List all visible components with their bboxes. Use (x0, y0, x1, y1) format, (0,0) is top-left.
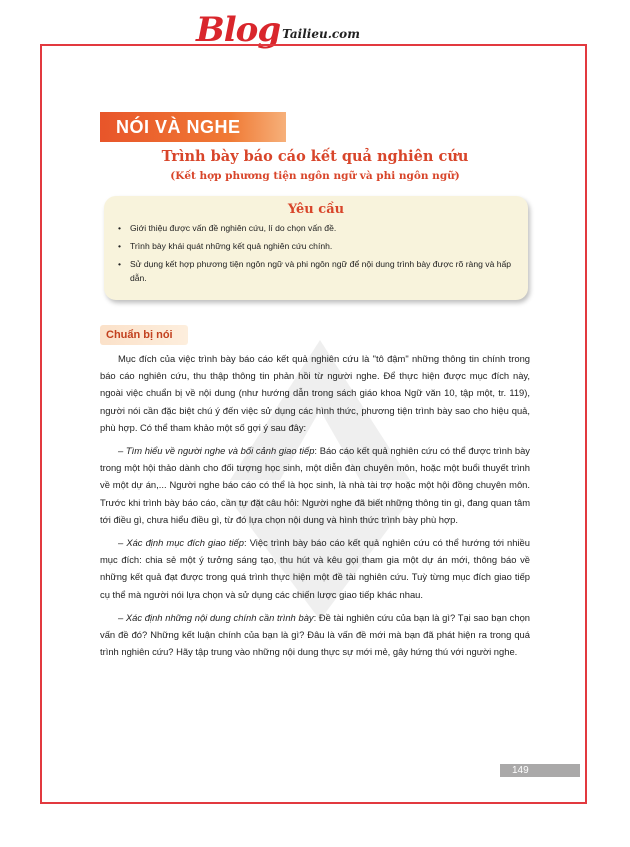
requirements-list (118, 221, 514, 285)
paragraph-content-lead: – Xác định những nội dung chính cần trình bày (118, 611, 314, 623)
paragraph-audience-lead: – Tìm hiểu về người nghe và bối cảnh giao tiếp (118, 445, 315, 457)
paragraph-intro: Mục đích của việc trình bày báo cáo kết quả nghiên cứu là "tô đậm" những thông tin chính trong báo cáo nghiên cứu, thu thập thông tin phản hồi từ người nghe. Để thực hiện được mục đích này, ngoài việc chuẩn bị về nội dung (như hướng dẫn trong sách giáo khoa Ngữ văn 10, tập một, tr. 119), người nói cần đặc biệt chú ý đến việc sử dụng các hình thức, phương tiện trình bày sao cho hiệu quả, phù hợp. Có thể tham khảo một số gợi ý sau đây: (100, 353, 530, 433)
paragraph-content-body: : Đề tài nghiên cứu của bạn là gì? Tại sao bạn chọn vấn đề đó? Những kết luận chính của bạn là gì? Đâu là vấn đề mới mà bạn đã phát hiện ra trong quá trình nghiên cứu? Hãy tập trung vào những nội dung thực sự mới mẻ, gây hứng thú với người nghe. (100, 611, 530, 658)
requirement-item: • Sử dụng kết hợp phương tiện ngôn ngữ và phi ngôn ngữ để nội dung trình bày được rõ ràng và hấp dẫn. (118, 257, 514, 285)
section-label: NÓI VÀ NGHE (100, 112, 286, 142)
requirement-item: • Trình bày khái quát những kết quả nghiên cứu chính. (118, 239, 514, 253)
prep-heading: Chuẩn bị nói (100, 325, 188, 345)
paragraph-audience-body: : Báo cáo kết quả nghiên cứu có thể được trình bày trong một hội thảo dành cho đối tượng học sinh, một diễn đàn chuyên môn, hoặc một buổi thuyết trình về một dự án,... Người nghe báo cáo có thể là học sinh, là nhà tài trợ hoặc một hội đồng chuyên môn. Trước khi trình bày báo cáo, cần tự đặt câu hỏi: Người nghe đã biết những thông tin gì, đang quan tâm tới điều gì, chưa hiểu điều gì, từ đó lựa chọn nội dung và hình thức trình bày phù hợp. (100, 445, 530, 525)
lesson-title: Trình bày báo cáo kết quả nghiên cứu (161, 148, 469, 165)
logo-suffix: Tailieu.com (282, 27, 360, 41)
requirements-box (104, 196, 528, 300)
paragraph-purpose-body: : Việc trình bày báo cáo kết quả nghiên cứu có thể hướng tới nhiều mục đích: chia sẻ một ý tưởng sáng tạo, thu hút và kêu gọi tham gia một dự án mới, thông báo về những kết quả đạt được trong quá trình thực hiện một đề tài nghiên cứu. Tuỳ từng mục đích giao tiếp cụ thể mà người nói lựa chọn và sử dụng các chiến lược giao tiếp khác nhau. (100, 537, 530, 600)
paragraph-audience (100, 442, 530, 528)
paragraph-content (100, 609, 530, 661)
page-number: 149 (500, 764, 580, 777)
requirements-heading: Yêu cầu (287, 202, 345, 217)
lesson-subtitle: (Kết hợp phương tiện ngôn ngữ và phi ngôn ngữ) (170, 170, 460, 182)
logo-main: Blog (196, 10, 281, 50)
requirement-item: • Giới thiệu được vấn đề nghiên cứu, lí do chọn vấn đề. (118, 221, 514, 235)
paragraph-purpose-lead: – Xác định mục đích giao tiếp (118, 537, 244, 549)
body-text (100, 350, 530, 666)
paragraph-purpose (100, 534, 530, 603)
